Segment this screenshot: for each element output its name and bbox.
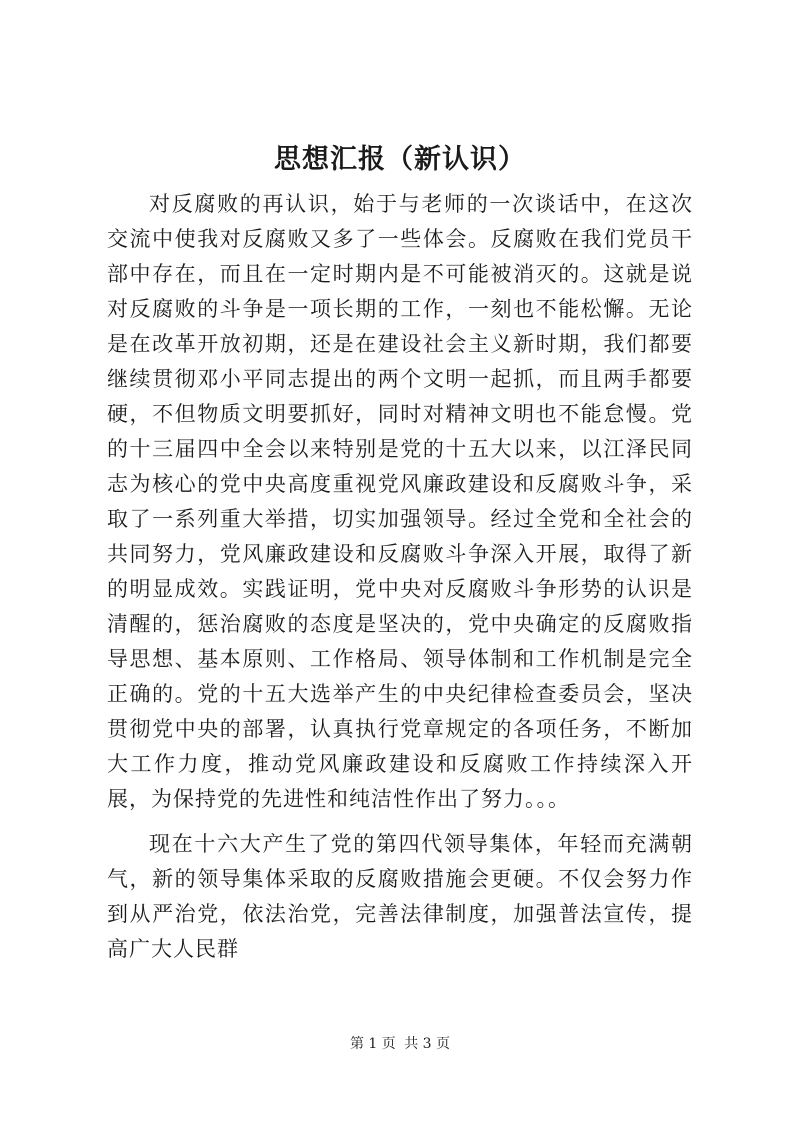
paragraph-2: 现在十六大产生了党的第四代领导集体，年轻而充满朝气，新的领导集体采取的反腐败措施会更硬。不仅会努力作到从严治党，依法治党，完善法律制度，加强普法宣传，提高广大人民群: [107, 832, 693, 961]
page-footer: [0, 1034, 800, 1054]
page-number: 第 1 页: [349, 1036, 396, 1052]
document-title: 思想汇报（新认识）: [274, 144, 526, 175]
paragraph-1: 对反腐败的再认识，始于与老师的一次谈话中，在这次交流中使我对反腐败又多了一些体会。反腐败在我们党员干部中存在，而且在一定时期内是不可能被消灭的。这就是说对反腐败的斗争是一项长期的工作，一刻也不能松懈。无论是在改革开放初期，还是在建设社会主义新时期，我们都要继续贯彻邓小平同志提出的两个文明一起抓，而且两手都要硬，不但物质文明要抓好，同时对精神文明也不能怠慢。党的十三届四中全会以来特别是党的十五大以来，以江泽民同志为核心的党中央高度重视党风廉政建设和反腐败斗争，采取了一系列重大举措，切实加强领导。经过全党和全社会的共同努力，党风廉政建设和反腐败斗争深入开展，取得了新的明显成效。实践证明，党中央对反腐败斗争形势的认识是清醒的，惩治腐败的态度是坚决的，党中央确定的反腐败指导思想、基本原则、工作格局、领导体制和工作机制是完全正确的。党的十五大选举产生的中央纪律检查委员会，坚决贯彻党中央的部署，认真执行党章规定的各项任务，不断加大工作力度，推动党风廉政建设和反腐败工作持续深入开展，为保持党的先进性和纯洁性作出了努力。。。: [107, 192, 693, 811]
document-body: [107, 187, 693, 977]
page-total: 共 3 页: [404, 1036, 451, 1052]
